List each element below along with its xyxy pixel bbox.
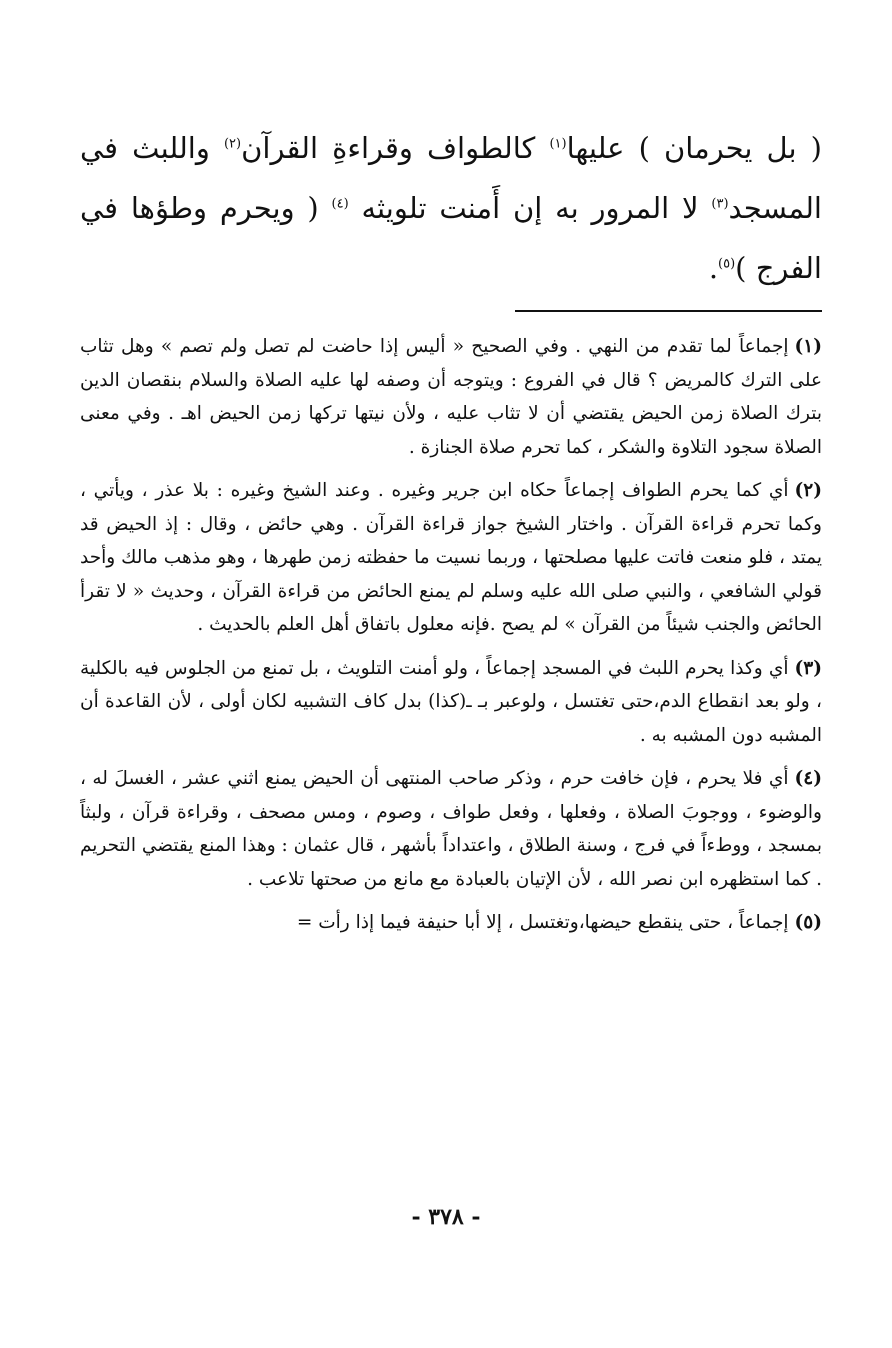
footnote-ref: (٤) <box>331 196 349 212</box>
main-text-part: لا المرور به إن أَمنت تلويثه <box>348 191 712 225</box>
footnote <box>80 474 822 642</box>
footnote-number: (١) <box>794 336 822 357</box>
footnote-text: أي وكذا يحرم اللبث في المسجد إجماعاً ، ولو أمنت التلويث ، بل تمنع من الجلوس فيه بالكلية ، ولو بعد انقطاع الدم،حتى تغتسل ، ولوعبر بـ ـ(كذا) بدل كاف التشبيه لكان أولى ، لأن القاعدة أن المشبه دون المشبه به . <box>80 657 822 746</box>
footnotes <box>80 330 822 950</box>
footnote <box>80 906 822 940</box>
footnote-ref: (٢) <box>223 136 242 152</box>
main-text-part: ( ويحرم وطؤها في الفرج ) <box>80 191 822 285</box>
page-number: - ٣٧٨ - <box>411 1204 481 1230</box>
main-text <box>80 118 822 298</box>
footnote-text: إجماعاً ، حتى ينقطع حيضها،وتغتسل ، إلا أبا حنيفة فيما إذا رأت = <box>296 912 789 933</box>
footnote-number: (٢) <box>794 480 822 501</box>
main-paragraph <box>80 118 822 298</box>
footnote-text: أي كما يحرم الطواف إجماعاً حكاه ابن جرير وغيره . وعند الشيخ وغيره : بلا عذر ، ويأتي ، وكما تحرم قراءة القرآن . واختار الشيخ جواز قراءة القرآن . وهي حائض ، وقال : إذ الحيض قد يمتد ، فلو منعت فاتت عليها مصلحتها ، وربما نسيت ما حفظته زمن طهرها ، وهو مذهب مالك وأحد قولي الشافعي ، والنبي صلى الله عليه وسلم لم يمنع الحائض من قراءة القرآن ، وحديث « لا تقرأ الحائض والجنب شيئاً من القرآن » لم يصح .فإنه معلول باتفاق أهل العلم بالحديث . <box>80 480 822 635</box>
footnote-text: أي فلا يحرم ، فإن خافت حرم ، وذكر صاحب المنتهى أن الحيض يمنع اثني عشر ، الغسلَ له ، والوضوء ، ووجوبَ الصلاة ، وفعلها ، وفعل طواف ، وصوم ، ومس مصحف ، وقراءة قرآن ، ولبثاً بمسجد ، ووطءاً في فرج ، وسنة الطلاق ، واعتداداً بأشهر ، قال عثمان : وهذا المنع يقتضي التحريم . كما استظهره ابن نصر الله ، لأن الإتيان بالعبادة مع مانع من صحتها تلاعب . <box>80 768 822 890</box>
footnote <box>80 762 822 896</box>
footnote-ref: (٥) <box>718 256 736 272</box>
main-text-part: ( بل يحرمان ) عليها <box>566 131 822 165</box>
main-text-part: واللبث في المسجد <box>80 131 822 225</box>
footnote-separator <box>515 310 822 312</box>
footnote-number: (٥) <box>794 912 822 933</box>
footnote-ref: (١) <box>549 136 567 152</box>
footnote-ref: (٣) <box>711 196 729 212</box>
main-text-part: كالطواف وقراءةِ القرآن <box>241 131 550 165</box>
footnote <box>80 652 822 753</box>
footnote-text: إجماعاً لما تقدم من النهي . وفي الصحيح « أليس إذا حاضت لم تصل ولم تصم » وهل تثاب على الترك كالمريض ؟ قال في الفروع : ويتوجه أن وصفه لها عليه الصلاة والسلام بنقصان الدين بترك الصلاة زمن الحيض يقتضي أن لا تثاب عليه ، ولأن نيتها تركها زمن الحيض اهـ . وفي معنى الصلاة سجود التلاوة والشكر ، كما تحرم صلاة الجنازة . <box>80 336 822 458</box>
footnote <box>80 330 822 464</box>
main-text-part: . <box>708 251 719 285</box>
footnote-number: (٤) <box>794 768 822 789</box>
footnote-number: (٣) <box>794 657 822 679</box>
